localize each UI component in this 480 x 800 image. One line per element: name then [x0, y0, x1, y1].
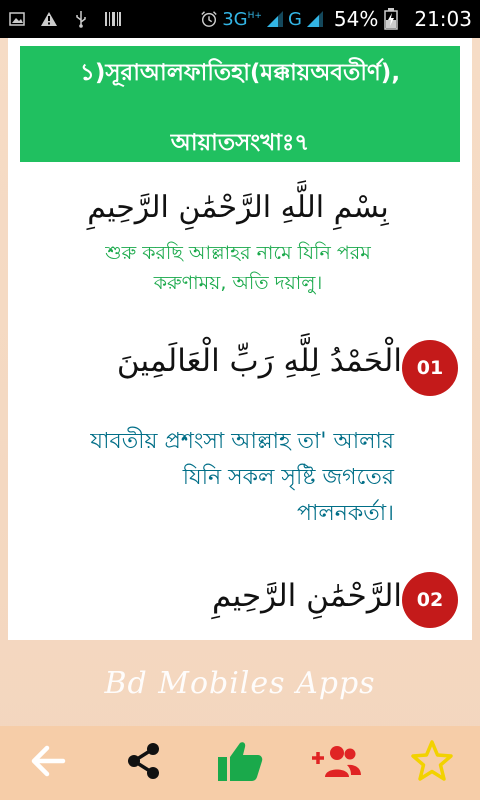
surah-header: [20, 46, 460, 162]
alarm-icon: [200, 10, 218, 28]
barcode-icon: [104, 10, 122, 28]
like-button[interactable]: [212, 735, 268, 791]
ayat-count: আয়াতসংখাঃ৭: [170, 130, 310, 156]
battery-percent: 54%: [333, 7, 379, 31]
banner-text: Bd Mobiles Apps: [104, 665, 376, 701]
verse-number-badge: 02: [402, 572, 458, 628]
favorite-button[interactable]: [404, 735, 460, 791]
surah-content[interactable]: [8, 38, 472, 640]
signal-icon: [266, 10, 284, 28]
thumbs-up-icon: [216, 739, 264, 787]
add-group-icon: [309, 741, 363, 785]
clock: 21:03: [414, 7, 472, 31]
image-icon: [8, 10, 26, 28]
verse-translation: যাবতীয় প্রশংসা আল্লাহ তা' আলার যিনি সকল সৃষ্টি জগতের পালনকর্তা।: [90, 429, 394, 526]
network-type-g: G: [287, 8, 302, 30]
bismillah-translation: শুরু করছি আল্লাহর নামে যিনি পরম করুণাময়, অতি দয়ালু।: [105, 242, 371, 294]
verse-number-badge: 01: [402, 340, 458, 396]
network-type-3g: $3G^{H+}$: [222, 8, 262, 30]
ad-banner[interactable]: [0, 640, 480, 726]
back-arrow-icon: [27, 740, 69, 786]
system-status: [200, 7, 472, 31]
share-button[interactable]: [116, 735, 172, 791]
bottom-toolbar: [0, 726, 480, 800]
warning-icon: [40, 10, 58, 28]
add-group-button[interactable]: [308, 735, 364, 791]
bismillah-arabic: بِسْمِ اللَّهِ الرَّحْمَٰنِ الرَّحِيمِ: [87, 190, 389, 225]
notification-icons: [8, 10, 122, 28]
verse-arabic: الْحَمْدُ لِلَّهِ رَبِّ الْعَالَمِينَ: [116, 343, 402, 379]
usb-icon: [72, 10, 90, 28]
status-bar: [0, 0, 480, 38]
back-button[interactable]: [20, 735, 76, 791]
star-icon: [410, 739, 454, 787]
battery-charging-icon: [382, 10, 400, 28]
signal-icon-2: [306, 10, 324, 28]
verse-arabic: الرَّحْمَٰنِ الرَّحِيمِ: [211, 578, 402, 614]
surah-title: ১)সূরাআলফাতিহা(মক্কায়অবতীর্ণ),: [79, 60, 401, 86]
share-icon: [123, 740, 165, 786]
